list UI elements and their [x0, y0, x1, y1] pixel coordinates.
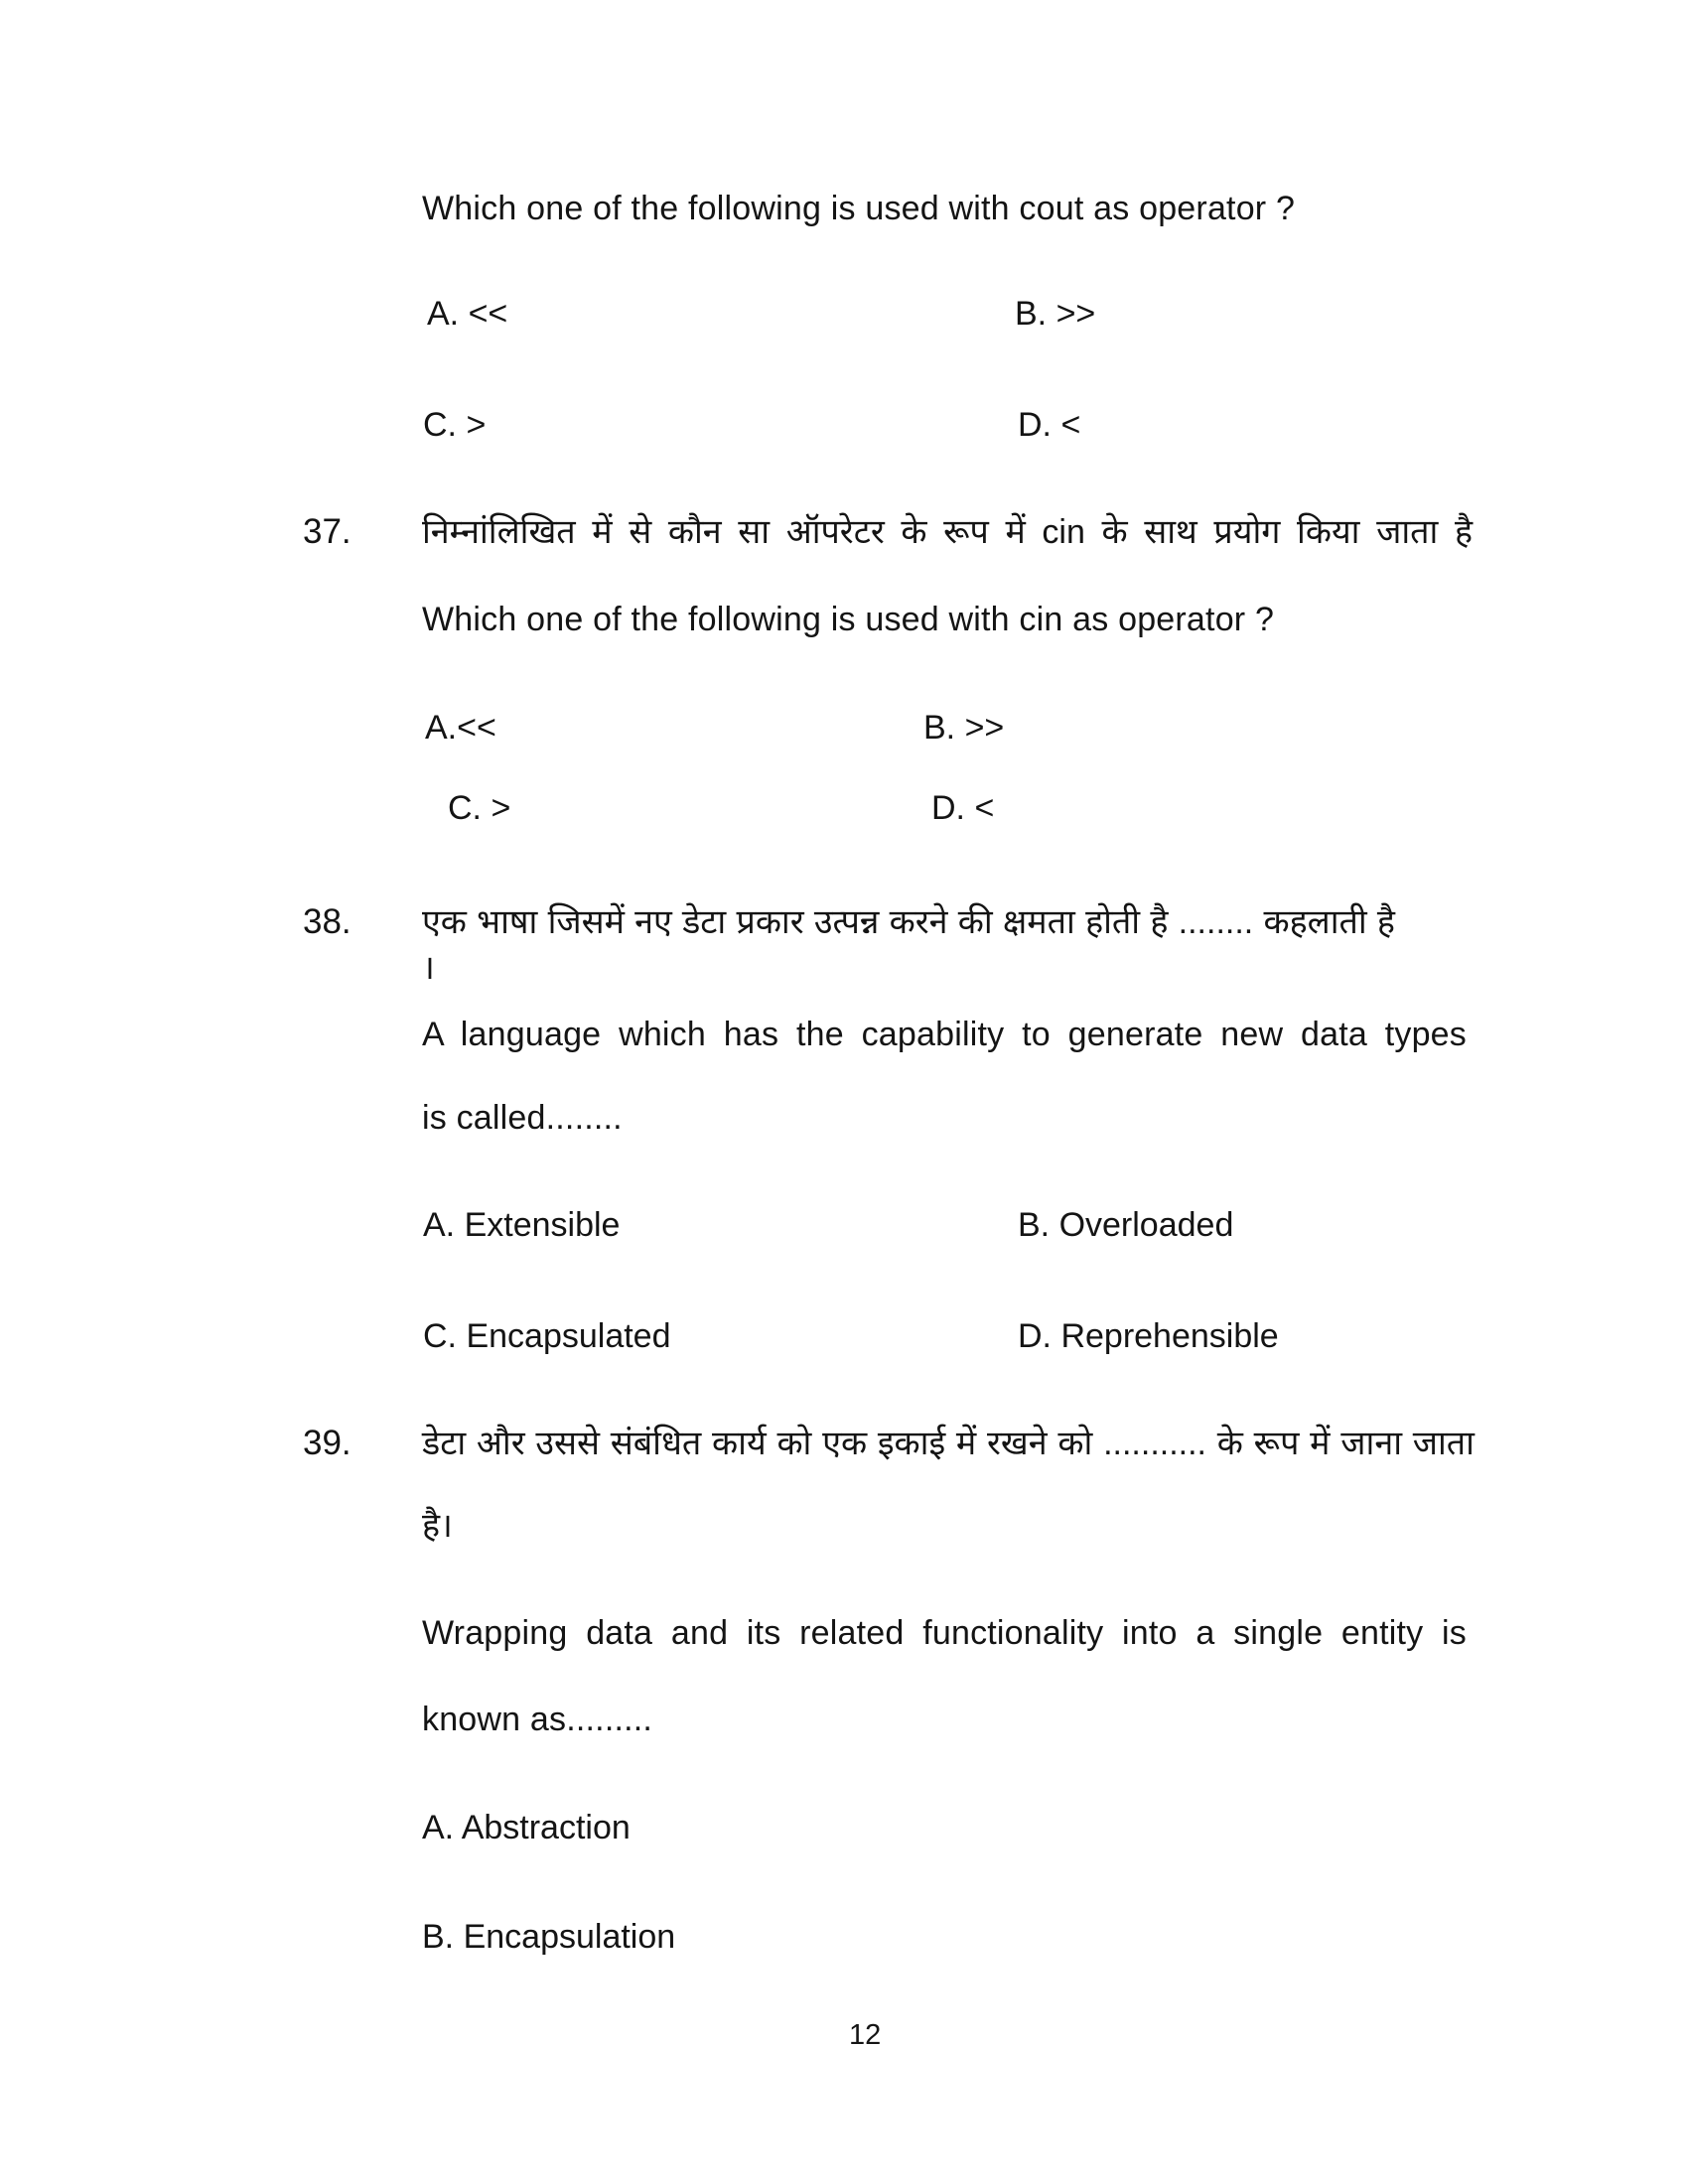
question-38-option-a: A. Extensible: [423, 1206, 621, 1244]
question-38-english-text-line1: A language which has the capability to generate new data types: [422, 1016, 1467, 1053]
question-37-hindi-text: निम्नांलिखित में से कौन सा ऑपरेटर के रूप में cin के साथ प्रयोग किया जाता है: [422, 513, 1473, 551]
question-38-english-text-line2: is called........: [422, 1099, 623, 1137]
question-39-english-text-line2: known as.........: [422, 1701, 653, 1738]
question-38-option-b: B. Overloaded: [1018, 1206, 1234, 1244]
question-37-number: 37.: [303, 512, 352, 551]
question-37-option-a: A.<<: [425, 709, 496, 747]
question-39-hindi-text-line1: डेटा और उससे संबंधित कार्य को एक इकाई में रखने को ........... के रूप में जाना जाता: [422, 1425, 1475, 1462]
question-38-hindi-text: एक भाषा जिसमें नए डेटा प्रकार उत्पन्न करने की क्षमता होती है ........ कहलाती है ।: [422, 903, 1395, 987]
question-37-option-d: D. <: [931, 789, 995, 827]
question-39-option-a: A. Abstraction: [422, 1809, 631, 1846]
question-36-option-a: A. <<: [427, 295, 508, 333]
question-37-english-text: Which one of the following is used with cin as operator ?: [422, 601, 1275, 638]
question-38-option-d: D. Reprehensible: [1018, 1317, 1279, 1355]
question-39-hindi-text-line2: है।: [422, 1507, 453, 1545]
question-37-option-c: C. >: [448, 789, 511, 827]
question-39-number: 39.: [303, 1424, 352, 1462]
question-36-option-c: C. >: [423, 406, 487, 444]
question-39-english-text-line1: Wrapping data and its related functionality into a single entity is: [422, 1614, 1467, 1652]
question-36-english-text: Which one of the following is used with cout as operator ?: [422, 190, 1296, 227]
question-39-option-b: B. Encapsulation: [422, 1918, 676, 1956]
question-38-option-c: C. Encapsulated: [423, 1317, 671, 1355]
question-36-option-b: B. >>: [1015, 295, 1096, 333]
question-36-option-d: D. <: [1018, 406, 1081, 444]
page-number: 12: [849, 2019, 882, 2051]
question-38-number: 38.: [303, 902, 352, 941]
question-37-option-b: B. >>: [923, 709, 1005, 747]
